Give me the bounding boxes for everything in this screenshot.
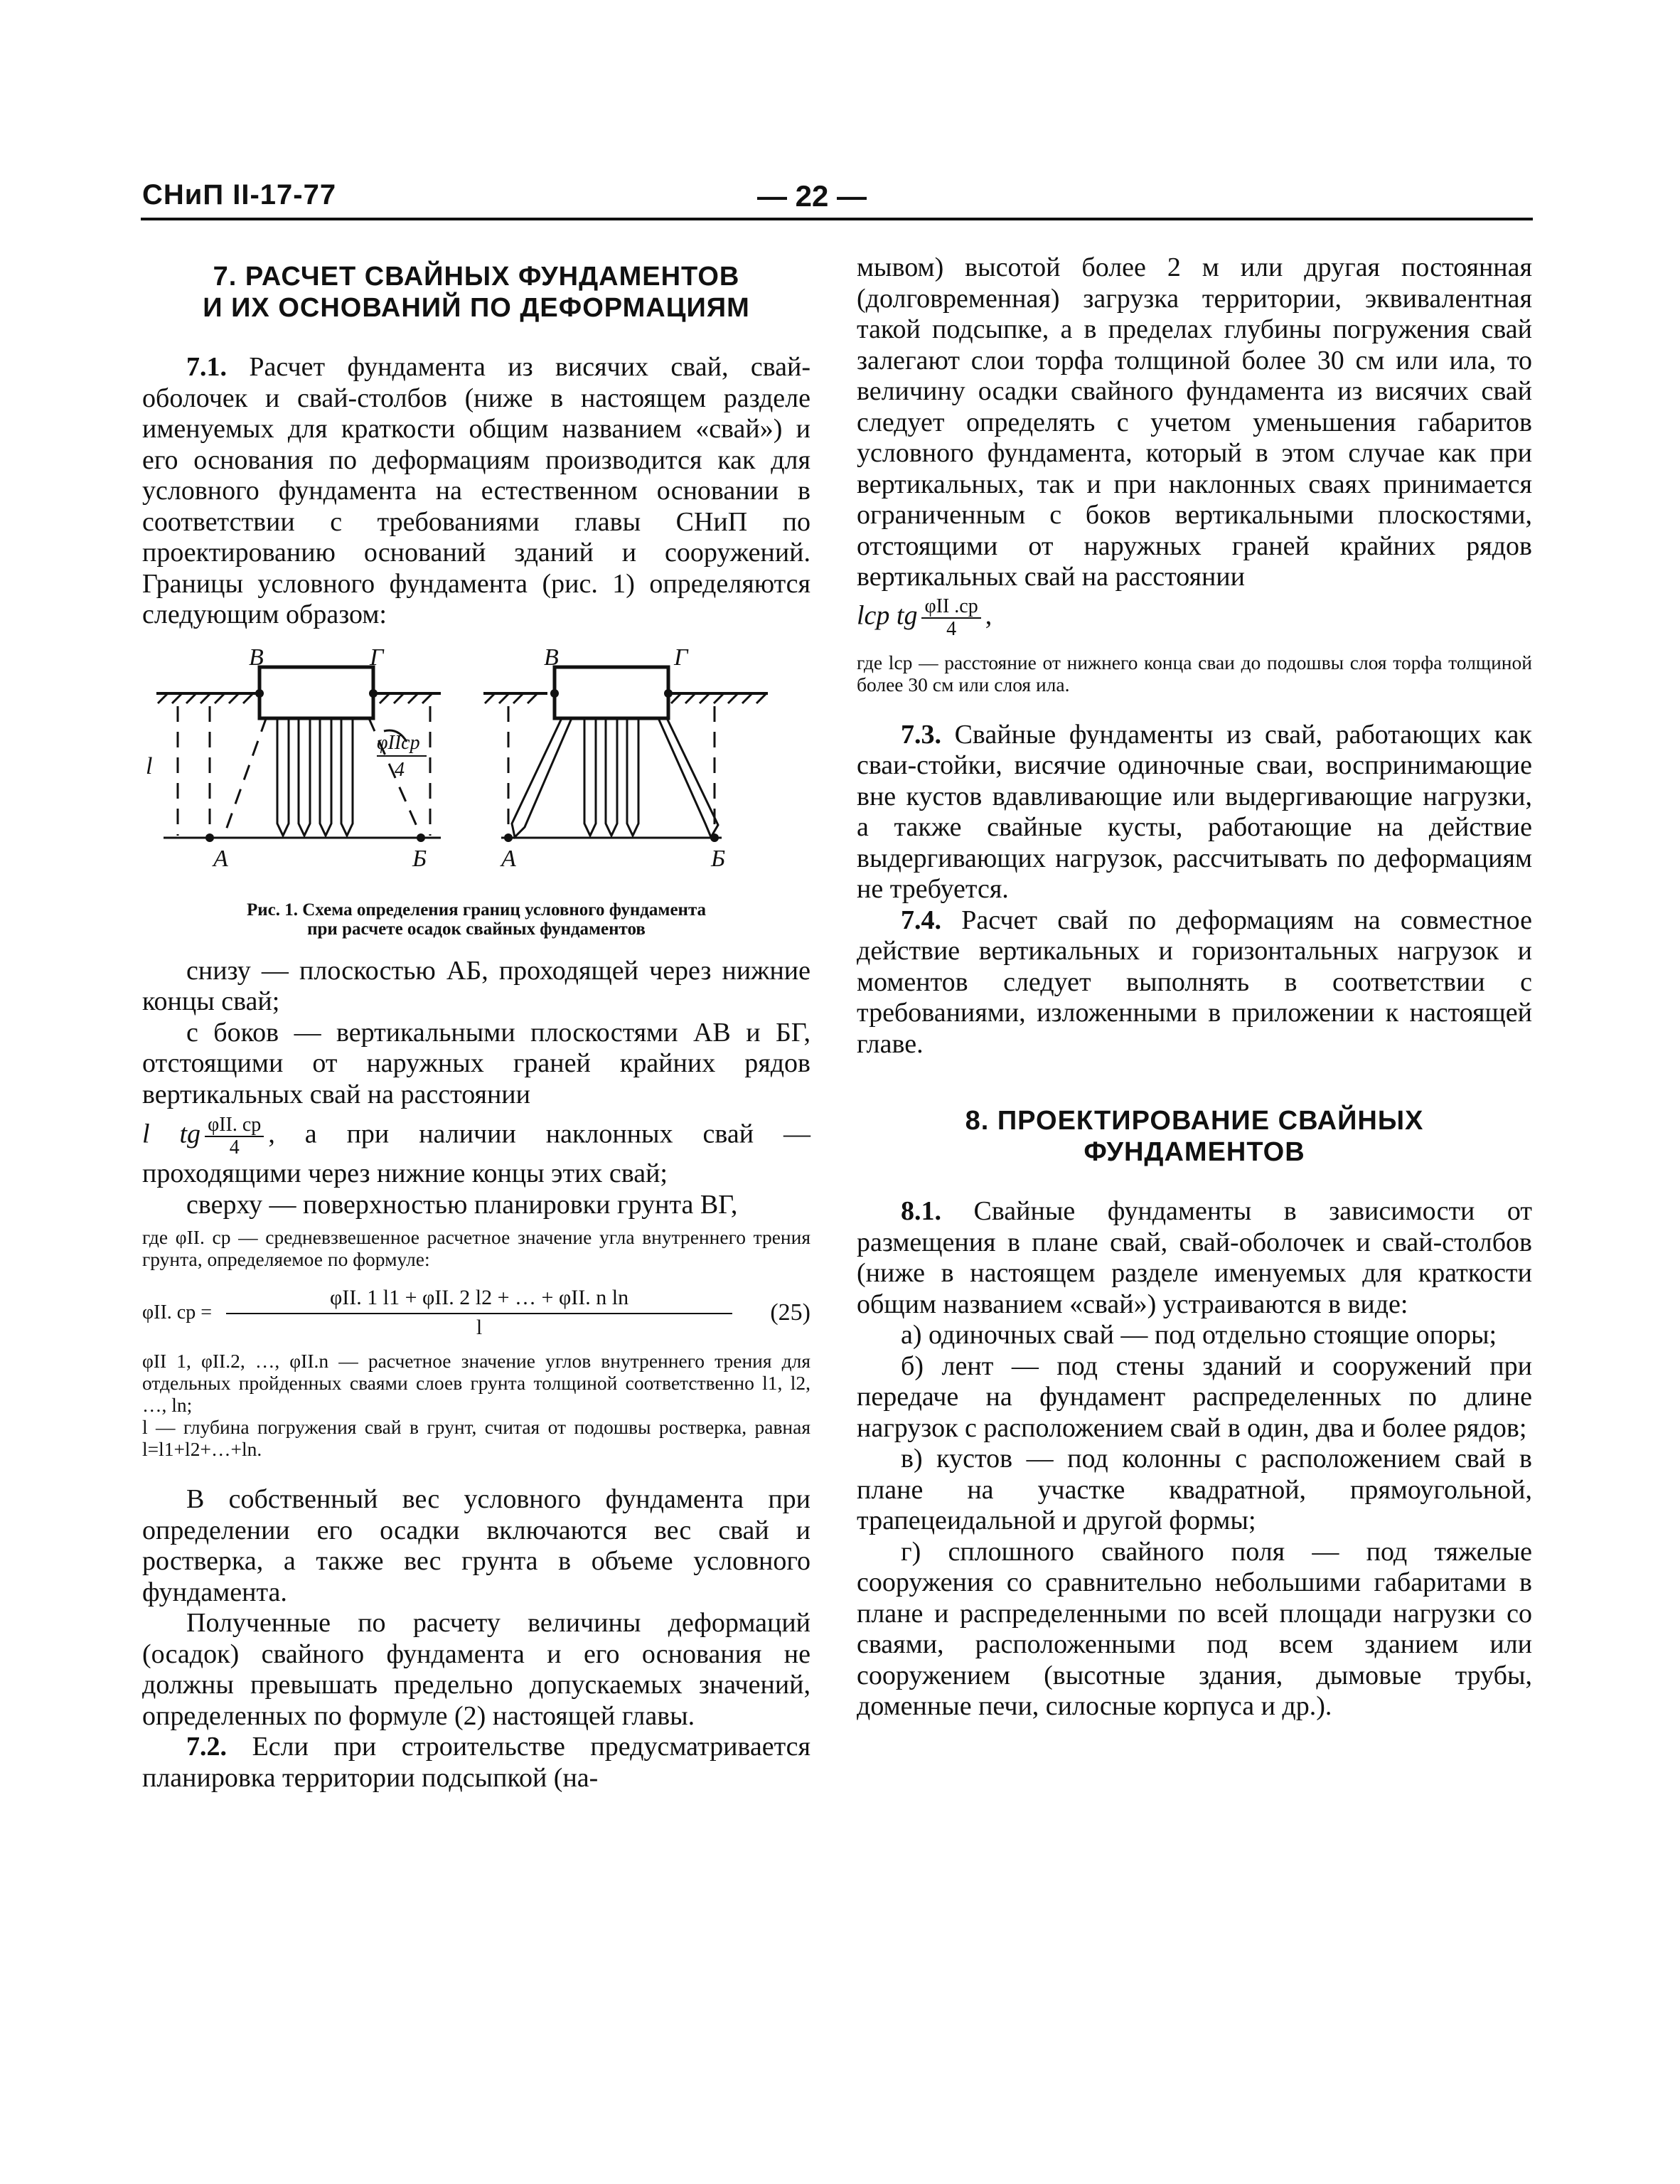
- angle-fraction: [205, 1114, 264, 1158]
- paragraph-7-3: [857, 720, 1532, 905]
- fraction-trailing-comma: ,: [985, 600, 993, 631]
- label-a-right: А: [501, 845, 516, 872]
- pile: [584, 718, 596, 836]
- clause-text: Расчет фундамента из висячих свай, свай-оболочек и свай-столбов (ниже в настоящем разделе именуемых для краткости общим названием «свай») и его основания по деформациям производится как для условного фундамента на естественном основании в соответствии с требованиями главы СНиП по проектированию оснований зданий и сооружений. Границы условного фундамента (рис. 1) определяются следующим образом:: [142, 352, 810, 629]
- figure-caption-line-2: при расчете осадок свайных фундаментов: [307, 919, 646, 939]
- label-angle-denominator: 4: [395, 758, 405, 781]
- clause-number: 7.1.: [186, 352, 227, 382]
- header-rule: [141, 218, 1533, 220]
- label-g-right: Г: [674, 649, 688, 671]
- formula-denominator: l: [476, 1316, 483, 1339]
- figure-caption-line-1: Рис. 1. Схема определения границ условного фундамента: [246, 900, 707, 920]
- boundary-line: [224, 717, 267, 836]
- pile: [277, 718, 289, 836]
- inclined-pile: [512, 718, 572, 837]
- list-item-b: б) лент — под стены зданий и сооружений при передаче на фундамент распределенных по длине нагрузок с расположением свай в один, два и более рядов;: [857, 1351, 1532, 1443]
- label-b-right: Б: [711, 845, 726, 872]
- right-column: [857, 252, 1532, 1722]
- document-code: СНиП II-17-77: [142, 179, 337, 211]
- label-a-left: А: [213, 845, 228, 872]
- pile: [299, 718, 310, 836]
- clause-text: Если при строительстве предусматривается планировка территории подсыпкой (на-: [142, 1732, 810, 1793]
- pile: [606, 718, 617, 836]
- ltg-rest-text: , а при наличии наклонных свай — проходящими через нижние концы этих свай;: [142, 1119, 810, 1188]
- figure-1-diagram: [142, 649, 810, 884]
- paragraph-7-2-continued: мывом) высотой более 2 м или другая постоянная (долговременная) загрузка территории, эквивалентная такой подсыпке, а в пределах глубины погружения свай залегают слои торфа толщиной более 30 см или ила, то величину осадки свайного фундамента из висячих свай следует определять с учетом уменьшения габаритов условного фундамента, который в этом случае как при вертикальных, так и при наклонных сваях принимается ограниченным с боков вертикальными плоскостями, отстоящими от наружных граней крайних рядов вертикальных свай на расстоянии: [857, 252, 1532, 592]
- inclined-pile: [658, 718, 718, 837]
- pile: [320, 718, 331, 836]
- angle-fraction: [921, 596, 980, 640]
- fraction-denominator: 4: [946, 617, 957, 640]
- pile-cap: [260, 667, 373, 718]
- formula-fraction: [212, 1286, 747, 1340]
- left-column: [142, 252, 810, 1794]
- lcp-expression: lср tg: [857, 600, 918, 631]
- depth-definition: l — глубина погружения свай в грунт, считая от подошвы ростверка, равная l=l1+l2+…+ln.: [142, 1416, 810, 1460]
- clause-text: Расчет свай по деформациям на совместное действие вертикальных и горизонтальных нагрузок и моментов следует выполнять в соответствии с требованиями, изложенными в приложении к настоящей главе.: [857, 905, 1532, 1059]
- ltg-text: [142, 1114, 810, 1190]
- label-g-left: Г: [370, 649, 384, 671]
- paragraph-deformation-limits: Полученные по расчету величины деформаций (осадок) свайного фундамента и его основания не должны превышать предельно допускаемых значений, определенных по формуле (2) настоящей главы.: [142, 1608, 810, 1731]
- pile-cap: [555, 667, 668, 718]
- lcp-expression-line: [857, 596, 1532, 640]
- page-number: — 22 —: [757, 179, 867, 213]
- formula-numerator: φII. 1 l1 + φII. 2 l2 + … + φII. n ln: [226, 1286, 732, 1314]
- figure-1: [142, 649, 810, 888]
- section-7-title-line-2: И ИХ ОСНОВАНИЙ ПО ДЕФОРМАЦИЯМ: [203, 293, 750, 323]
- paragraph-7-1: [142, 352, 810, 631]
- pile: [627, 718, 638, 836]
- label-b-left: Б: [412, 845, 427, 872]
- clause-number: 7.2.: [186, 1732, 227, 1762]
- list-item-g: г) сплошного свайного поля — под тяжелые сооружения со сравнительно небольшими габаритами в плане и распределенными по всей площади нагрузки со сваями, расположенными под всем зданием или сооружением (высотные здания, дымовые трубы, доменные печи, силосные корпуса и др.).: [857, 1536, 1532, 1721]
- section-7-title-line-1: 7. РАСЧЕТ СВАЙНЫХ ФУНДАМЕНТОВ: [213, 262, 740, 292]
- lcp-definition: где lср — расстояние от нижнего конца сваи до подошвы слоя торфа толщиной более 30 см или слоя ила.: [857, 651, 1532, 696]
- clause-text: Свайные фундаменты в зависимости от размещения в плане свай, свай-оболочек и свай-столбов (ниже в настоящем разделе именуемых для краткости общим названием «свай») устраиваются в виде:: [857, 1196, 1532, 1319]
- label-v-right: В: [544, 649, 559, 671]
- label-depth-l: l: [146, 752, 153, 779]
- label-angle: φIIср: [377, 731, 420, 754]
- paragraph-self-weight: В собственный вес условного фундамента при определении его осадки включаются вес свай и ростверка, а также вес грунта в объеме условного фундамента.: [142, 1484, 810, 1607]
- paragraph-7-2-start: [142, 1732, 810, 1794]
- phi-layers-definition: φII 1, φII.2, …, φII.n — расчетное значение углов внутреннего трения для отдельных пройденных сваями слоев грунта толщиной соответственно l1, l2, …, ln;: [142, 1350, 810, 1416]
- paragraph-8-1: [857, 1196, 1532, 1320]
- phi-definition: где φII. ср — средневзвешенное расчетное значение угла внутреннего трения грунта, определяемое по формуле:: [142, 1226, 810, 1270]
- clause-number: 7.3.: [901, 719, 941, 750]
- formula-25: [142, 1286, 810, 1340]
- bottom-boundary-text: снизу — плоскостью АБ, проходящей через нижние концы свай;: [142, 955, 810, 1016]
- fraction-numerator: φII .ср: [921, 596, 980, 619]
- side-boundary-text: с боков — вертикальными плоскостями АВ и БГ, отстоящими от наружных граней крайних рядов вертикальных свай на расстоянии: [142, 1017, 810, 1109]
- pile: [341, 718, 353, 836]
- clause-text: Свайные фундаменты из свай, работающих как сваи-стойки, висячие одиночные сваи, воспринимающие вне кустов вдавливающие или выдергивающие нагрузки, а также свайные кусты, работающие на действие выдергивающих нагрузок, рассчитывать по деформациям не требуется.: [857, 719, 1532, 904]
- section-8-title-line-2: ФУНДАМЕНТОВ: [1084, 1137, 1305, 1167]
- clause-number: 7.4.: [901, 905, 941, 935]
- fraction-numerator: φII. ср: [205, 1114, 264, 1137]
- fraction-denominator: 4: [229, 1136, 240, 1158]
- label-v-left: В: [249, 649, 264, 671]
- list-item-a: а) одиночных свай — под отдельно стоящие опоры;: [901, 1320, 1497, 1350]
- formula-lhs: φII. ср =: [142, 1301, 213, 1323]
- paragraph-7-4: [857, 905, 1532, 1060]
- clause-number: 8.1.: [901, 1196, 941, 1226]
- ltg-expression: l tg: [142, 1119, 201, 1149]
- section-8-title-line-1: 8. ПРОЕКТИРОВАНИЕ СВАЙНЫХ: [965, 1106, 1424, 1136]
- top-boundary-text: сверху — поверхностью планировки грунта ВГ,: [186, 1189, 738, 1220]
- equation-number: (25): [770, 1299, 810, 1326]
- list-item-v: в) кустов — под колонны с расположением свай в плане на участке квадратной, прямоугольной, трапецеидальной и другой формы;: [857, 1444, 1532, 1535]
